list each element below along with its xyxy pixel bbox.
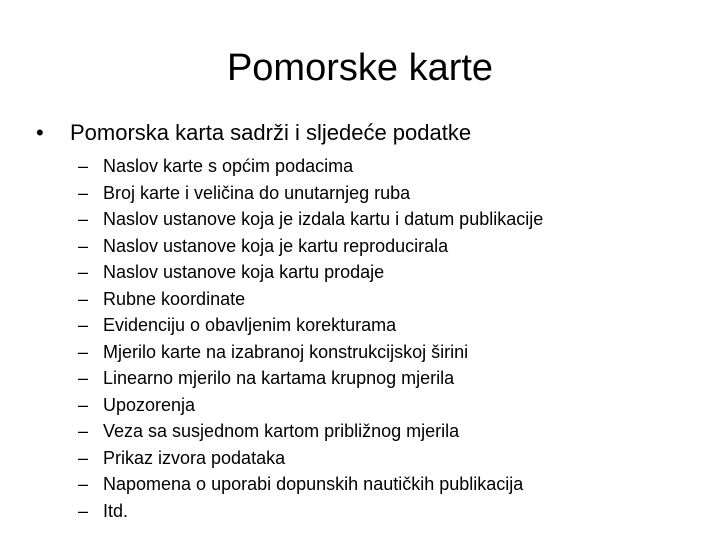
- sub-bullet-item: [78, 498, 706, 525]
- dash-icon: –: [78, 235, 89, 256]
- dash-icon: –: [78, 262, 89, 282]
- sub-bullet-item: [78, 392, 706, 419]
- sub-bullet-item: [78, 312, 706, 339]
- dash-icon: –: [78, 368, 89, 388]
- sub-bullet-item: [78, 206, 706, 233]
- sub-bullet-item: [78, 180, 706, 207]
- sub-bullet-text: Linearno mjerilo na kartama krupnog mjerila: [103, 368, 455, 388]
- slide-content: [36, 119, 706, 524]
- sub-bullet-item: [78, 153, 706, 180]
- sub-bullet-text: Naslov ustanove koja kartu prodaje: [103, 262, 385, 282]
- dash-icon: –: [78, 341, 89, 362]
- sub-bullet-text: Upozorenja: [103, 394, 196, 415]
- sub-bullet-text: Prikaz izvora podataka: [103, 447, 286, 468]
- sub-bullet-item: [78, 233, 706, 260]
- sub-bullet-item: [78, 418, 706, 445]
- sub-bullet-text: Naslov karte s općim podacima: [103, 156, 354, 176]
- slide-title: Pomorske karte: [226, 47, 494, 89]
- sub-bullet-text: Veza sa susjednom kartom približnog mjerila: [103, 421, 460, 441]
- sub-bullet-item: [78, 471, 706, 498]
- dash-icon: –: [78, 421, 89, 441]
- sub-bullet-item: [78, 259, 706, 286]
- main-bullet-text: Pomorska karta sadrži i sljedeće podatke: [70, 120, 472, 145]
- sub-bullet-text: Naslov ustanove koja je kartu reproducirala: [103, 235, 449, 256]
- dash-icon: –: [78, 288, 89, 309]
- sub-bullet-text: Itd.: [103, 500, 129, 521]
- sub-bullet-text: Broj karte i veličina do unutarnjeg ruba: [103, 182, 411, 203]
- sub-bullet-text: Mjerilo karte na izabranoj konstrukcijskoj širini: [103, 341, 469, 362]
- dash-icon: –: [78, 182, 89, 203]
- dash-icon: –: [78, 209, 89, 229]
- sub-bullet-list: [36, 153, 706, 524]
- dash-icon: –: [78, 394, 89, 415]
- sub-bullet-item: [78, 339, 706, 366]
- dash-icon: –: [78, 474, 89, 494]
- sub-bullet-item: [78, 365, 706, 392]
- bullet-icon: •: [36, 120, 44, 145]
- sub-bullet-item: [78, 445, 706, 472]
- sub-bullet-text: Rubne koordinate: [103, 288, 246, 309]
- dash-icon: –: [78, 500, 89, 521]
- sub-bullet-text: Naslov ustanove koja je izdala kartu i datum publikacije: [103, 209, 544, 229]
- sub-bullet-item: [78, 286, 706, 313]
- sub-bullet-text: Napomena o uporabi dopunskih nautičkih publikacija: [103, 474, 524, 494]
- main-bullet: [36, 119, 706, 147]
- dash-icon: –: [78, 315, 89, 335]
- dash-icon: –: [78, 156, 89, 176]
- dash-icon: –: [78, 447, 89, 468]
- sub-bullet-text: Evidenciju o obavljenim korekturama: [103, 315, 397, 335]
